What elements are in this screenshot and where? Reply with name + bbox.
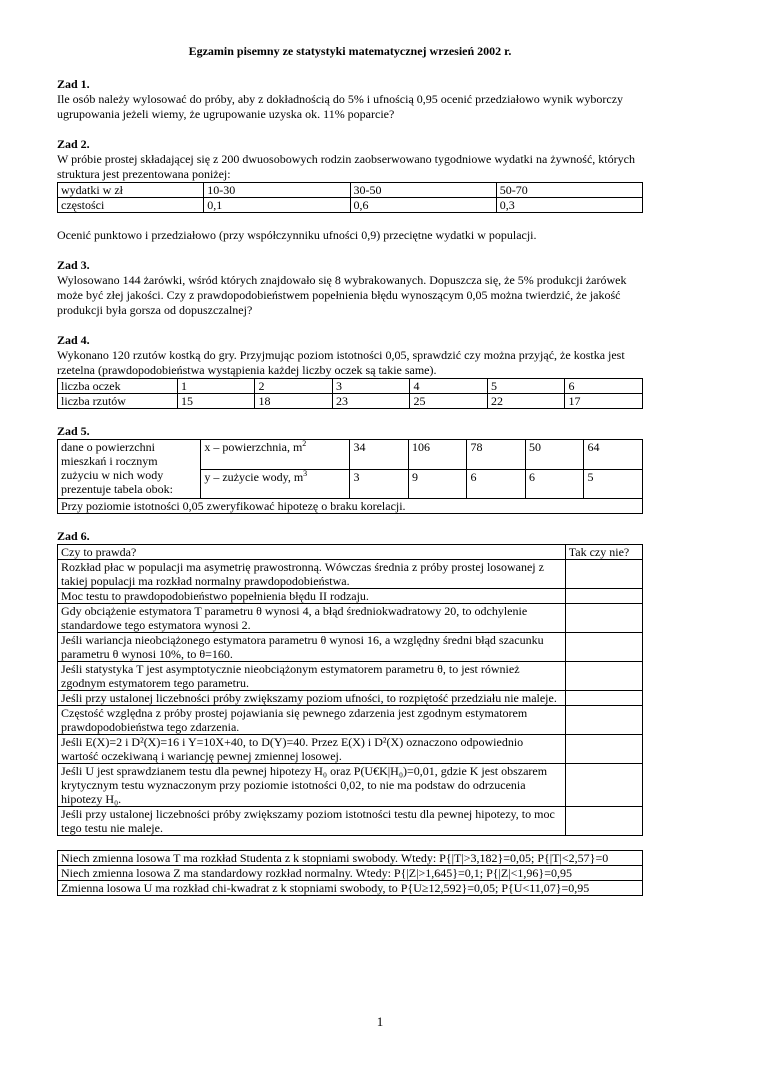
task-5 bbox=[57, 424, 643, 514]
table-cell: 2 bbox=[255, 379, 333, 394]
x-label: x – powierzchnia, $m^2$ bbox=[201, 440, 350, 470]
table-cell: 4 bbox=[410, 379, 488, 394]
task-1 bbox=[57, 77, 643, 122]
answer-cell[interactable] bbox=[565, 764, 642, 807]
table-row bbox=[58, 662, 643, 691]
correlation-table bbox=[57, 439, 643, 514]
table-row bbox=[58, 499, 643, 514]
table-row bbox=[58, 394, 643, 409]
table-header-row bbox=[58, 545, 643, 560]
statement: Częstość względna z próby prostej pojawiania się pewnego zdarzenia jest zgodnym estymatorem prawdopodobieństwa tego zdarzenia. bbox=[58, 706, 566, 735]
table-cell: 15 bbox=[177, 394, 255, 409]
true-false-table bbox=[57, 544, 643, 836]
table-cell: 34 bbox=[350, 440, 409, 470]
table-cell: 1 bbox=[177, 379, 255, 394]
answer-cell[interactable] bbox=[565, 807, 642, 836]
table-cell: 25 bbox=[410, 394, 488, 409]
table-row bbox=[58, 881, 643, 896]
table-cell: liczba rzutów bbox=[58, 394, 178, 409]
statement: Jeśli statystyka T jest asymptotycznie nieobciążonym estymatorem parametru θ, to jest również zgodnym estymatorem tego parametru. bbox=[58, 662, 566, 691]
table-cell: 0,6 bbox=[350, 198, 496, 213]
answer-cell[interactable] bbox=[565, 589, 642, 604]
answer-cell[interactable] bbox=[565, 560, 642, 589]
table-cell: 9 bbox=[408, 470, 467, 499]
table-row bbox=[58, 851, 643, 866]
task-2-instruction: Ocenić punktowo i przedziałowo (przy współczynniku ufności 0,9) przeciętne wydatki w populacji. bbox=[57, 228, 537, 242]
table-cell: 0,1 bbox=[204, 198, 350, 213]
table-cell: 5 bbox=[487, 379, 565, 394]
table-row bbox=[58, 604, 643, 633]
table-row bbox=[58, 589, 643, 604]
expenses-table bbox=[57, 182, 643, 213]
table-cell: 23 bbox=[332, 394, 410, 409]
fact: Niech zmienna losowa Z ma standardowy rozkład normalny. Wtedy: P{|Z|>1,645}=0,1; P{|Z|<1,96}=0,95 bbox=[58, 866, 643, 881]
answer-cell[interactable] bbox=[565, 691, 642, 706]
table-cell: 17 bbox=[565, 394, 643, 409]
task-4 bbox=[57, 333, 643, 409]
statement: Jeśli przy ustalonej liczebności próby zwiększamy poziom istotności testu dla pewnej hipotezy, to moc tego testu nie maleje. bbox=[58, 807, 566, 836]
distribution-facts-table bbox=[57, 850, 643, 896]
table-description: dane o powierzchni mieszkań i rocznym zużyciu w nich wody prezentuje tabela obok: bbox=[58, 440, 201, 499]
task-2 bbox=[57, 137, 643, 243]
table-cell: 0,3 bbox=[496, 198, 642, 213]
fact: Niech zmienna losowa T ma rozkład Studenta z k stopniami swobody. Wtedy: P{|T|>3,182}=0,05; P{|T|<2,57}=0 bbox=[58, 851, 643, 866]
task-3 bbox=[57, 258, 643, 318]
table-cell: 78 bbox=[467, 440, 526, 470]
task-5-heading: Zad 5. bbox=[57, 424, 90, 438]
task-3-heading: Zad 3. bbox=[57, 258, 90, 272]
table-row bbox=[58, 691, 643, 706]
page-title: Egzamin pisemny ze statystyki matematycznej wrzesień 2002 r. bbox=[188, 44, 512, 58]
task-2-heading: Zad 2. bbox=[57, 137, 90, 151]
task-6-heading: Zad 6. bbox=[57, 529, 90, 543]
statement: Gdy obciążenie estymatora T parametru θ wynosi 4, a błąd średniokwadratowy 20, to odchylenie standardowe tego estymatora wynosi 2. bbox=[58, 604, 566, 633]
column-header: Tak czy nie? bbox=[565, 545, 642, 560]
table-cell: 106 bbox=[408, 440, 467, 470]
table-cell: 6 bbox=[525, 470, 584, 499]
task-4-text: Wykonano 120 rzutów kostką do gry. Przyjmując poziom istotności 0,05, sprawdzić czy można przyjąć, że kostka jest rzetelna (prawdopodobieństwa wystąpienia każdej liczby oczek są takie same). bbox=[57, 348, 625, 377]
answer-cell[interactable] bbox=[565, 735, 642, 764]
table-cell: 3 bbox=[350, 470, 409, 499]
table-row bbox=[58, 440, 643, 470]
task-6 bbox=[57, 529, 643, 836]
answer-cell[interactable] bbox=[565, 706, 642, 735]
task-4-heading: Zad 4. bbox=[57, 333, 90, 347]
answer-cell[interactable] bbox=[565, 604, 642, 633]
table-cell: liczba oczek bbox=[58, 379, 178, 394]
column-header: Czy to prawda? bbox=[58, 545, 566, 560]
table-row bbox=[58, 807, 643, 836]
table-cell: 50 bbox=[525, 440, 584, 470]
table-row bbox=[58, 633, 643, 662]
table-row bbox=[58, 198, 643, 213]
table-cell: 6 bbox=[467, 470, 526, 499]
task-3-text: Wylosowano 144 żarówki, wśród których znajdowało się 8 wybrakowanych. Dopuszcza się, że 5% produkcji żarówek może być złej jakości. Czy z prawdopodobieństwem popełnienia błędu wynoszącym 0,05 można twierdzić, że jakość produkcji była gorsza od dopuszczalnej? bbox=[57, 273, 627, 317]
table-cell: 10-30 bbox=[204, 183, 350, 198]
table-row bbox=[58, 560, 643, 589]
table-row bbox=[58, 183, 643, 198]
table-row bbox=[58, 706, 643, 735]
table-cell: 22 bbox=[487, 394, 565, 409]
statement: Jeśli przy ustalonej liczebności próby zwiększamy poziom ufności, to rozpiętość przedziału nie maleje. bbox=[58, 691, 566, 706]
table-cell: 5 bbox=[584, 470, 643, 499]
table-cell: 64 bbox=[584, 440, 643, 470]
statement: Jeśli wariancja nieobciążonego estymatora parametru θ wynosi 16, a względny średni błąd szacunku parametru θ wynosi 10%, to θ=160. bbox=[58, 633, 566, 662]
table-cell: 50-70 bbox=[496, 183, 642, 198]
fact: Zmienna losowa U ma rozkład chi-kwadrat z k stopniami swobody, to P{U≥12,592}=0,05; P{U<11,07}=0,95 bbox=[58, 881, 643, 896]
answer-cell[interactable] bbox=[565, 662, 642, 691]
table-cell: 30-50 bbox=[350, 183, 496, 198]
task-1-text: Ile osób należy wylosować do próby, aby z dokładnością do 5% i ufnością 0,95 ocenić przedziałowo wynik wyborczy ugrupowania jeżeli wiemy, że ugrupowanie uzyska ok. 11% poparcie? bbox=[57, 92, 624, 121]
statement: Rozkład płac w populacji ma asymetrię prawostronną. Wówczas średnia z próby prostej losowanej z takiej populacji ma rozkład normalny prawdopodobieństwa. bbox=[58, 560, 566, 589]
table-cell: 3 bbox=[332, 379, 410, 394]
statement: Jeśli E(X)=2 i D²(X)=16 i Y=10X+40, to D(Y)=40. Przez E(X) i D²(X) oznaczono odpowiednio wartość oczekiwaną i wariancję pewnej zmiennej losowej. bbox=[58, 735, 566, 764]
statement: Moc testu to prawdopodobieństwo popełnienia błędu II rodzaju. bbox=[58, 589, 566, 604]
table-row bbox=[58, 866, 643, 881]
page-number: 1 bbox=[376, 1014, 384, 1029]
task-5-instruction: Przy poziomie istotności 0,05 zweryfikować hipotezę o braku korelacji. bbox=[58, 499, 643, 514]
task-1-heading: Zad 1. bbox=[57, 77, 90, 91]
exam-page bbox=[57, 44, 643, 896]
table-cell: wydatki w zł bbox=[58, 183, 204, 198]
table-cell: częstości bbox=[58, 198, 204, 213]
y-label: y – zużycie wody, $m^3$ bbox=[201, 470, 350, 499]
answer-cell[interactable] bbox=[565, 633, 642, 662]
statement: Jeśli U jest sprawdzianem testu dla pewnej hipotezy H₀ oraz P(U€K|H₀)=0,01, gdzie K jest obszarem krytycznym testu wyznaczonym przy poziomie istotności 0,02, to nie ma podstaw do odrzucenia hipotezy H₀. bbox=[58, 764, 566, 807]
task-2-text: W próbie prostej składającej się z 200 dwuosobowych rodzin zaobserwowano tygodniowe wydatki na żywność, których struktura jest prezentowana poniżej: bbox=[57, 152, 635, 181]
table-cell: 18 bbox=[255, 394, 333, 409]
table-cell: 6 bbox=[565, 379, 643, 394]
table-row bbox=[58, 379, 643, 394]
table-row bbox=[58, 764, 643, 807]
dice-table bbox=[57, 378, 643, 409]
table-row bbox=[58, 735, 643, 764]
